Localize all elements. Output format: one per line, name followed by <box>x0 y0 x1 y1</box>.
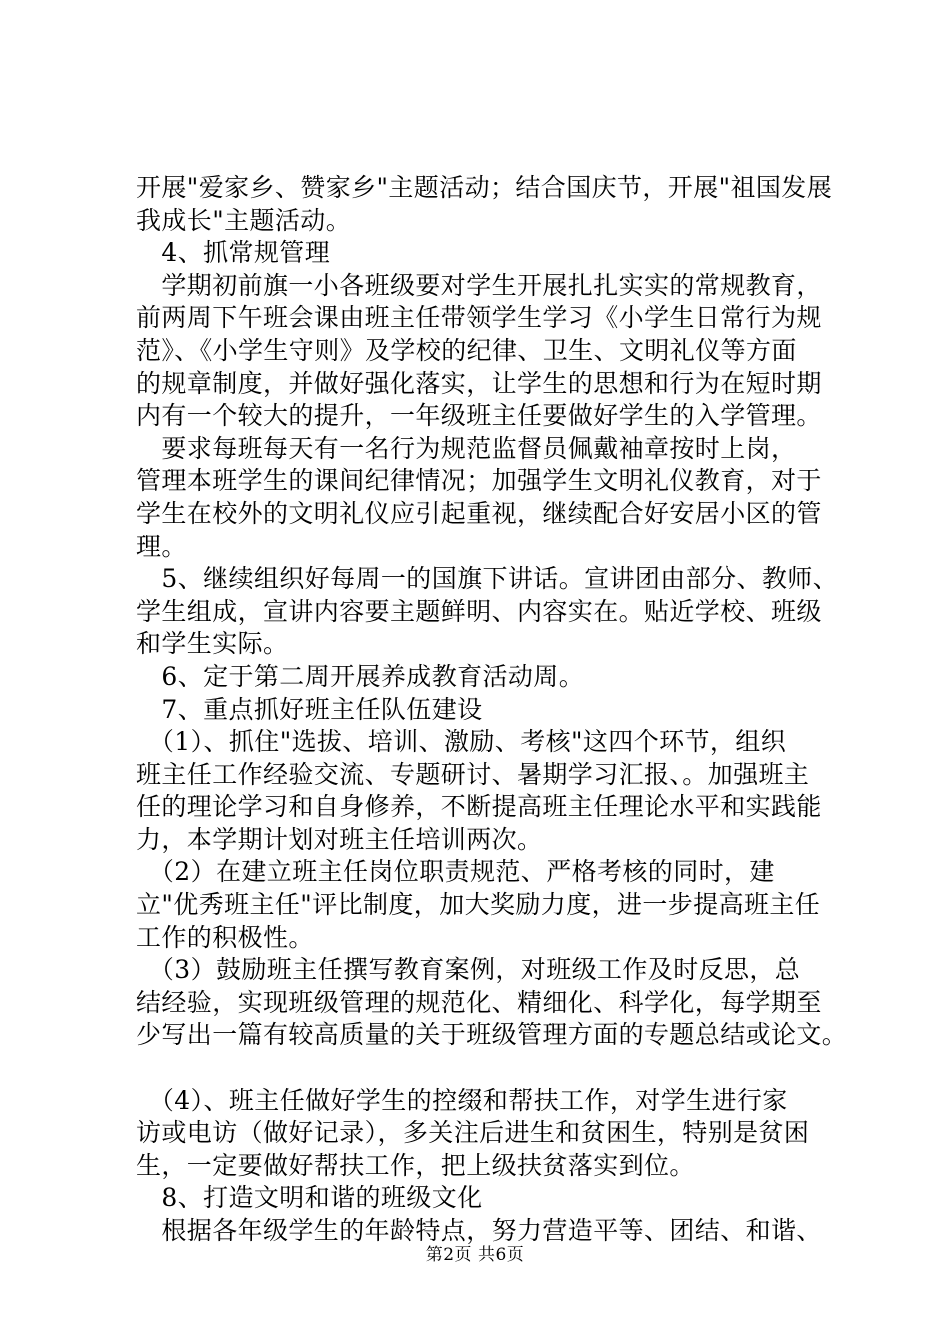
text-line: 工作的积极性。 <box>136 922 314 952</box>
text-line: （2）在建立班主任岗位职责规范、严格考核的同时，建 <box>136 857 775 887</box>
section-heading: 8、打造文明和谐的班级文化 <box>136 1183 483 1213</box>
text-line: 和学生实际。 <box>136 629 289 659</box>
text-line: 访或电访（做好记录），多关注后进生和贫困生，特别是贫困 <box>136 1118 810 1148</box>
text-line: 学生组成，宣讲内容要主题鲜明、内容实在。贴近学校、班级 <box>136 596 822 626</box>
text-line: 学生在校外的文明礼仪应引起重视，继续配合好安居小区的管 <box>136 498 822 528</box>
text-line: 开展"爱家乡、赞家乡"主题活动；结合国庆节，开展"祖国发展 <box>136 173 833 202</box>
text-line: （3）鼓励班主任撰写教育案例，对班级工作及时反思，总 <box>136 955 801 985</box>
section-heading: 7、重点抓好班主任队伍建设 <box>136 694 483 724</box>
section-heading: 4、抓常规管理 <box>136 238 331 268</box>
text-line: 前两周下午班会课由班主任带领学生学习《小学生日常行为规 <box>136 303 822 333</box>
blank-line <box>136 1052 856 1085</box>
text-line: 范》、《小学生守则》及学校的纪律、卫生、文明礼仪等方面 <box>136 335 797 365</box>
text-line: 学期初前旗一小各班级要对学生开展扎扎实实的常规教育， <box>136 270 822 300</box>
text-line: 班主任工作经验交流、专题研讨、暑期学习汇报、。加强班主 <box>136 759 810 789</box>
text-line: 要求每班每天有一名行为规范监督员佩戴袖章按时上岗， <box>136 433 797 463</box>
text-line: 力，本学期计划对班主任培训两次。 <box>136 824 543 854</box>
section-heading: 6、定于第二周开展养成教育活动周。 <box>136 661 585 691</box>
text-line: 管理本班学生的课间纪律情况；加强学生文明礼仪教育，对于 <box>136 466 822 496</box>
text-line: （4）、班主任做好学生的控缀和帮扶工作，对学生进行家 <box>136 1085 788 1115</box>
text-line: 5、继续组织好每周一的国旗下讲话。宣讲团由部分、教师、 <box>136 564 839 594</box>
text-line: 的规章制度，并做好强化落实，让学生的思想和行为在短时期 <box>136 368 822 398</box>
text-line: 理。 <box>136 531 187 561</box>
text-line: 少写出一篇有较高质量的关于班级管理方面的专题总结或论文。 <box>136 1020 848 1050</box>
body-text <box>136 172 856 1248</box>
text-line: 生，一定要做好帮扶工作，把上级扶贫落实到位。 <box>136 1150 695 1180</box>
text-line: 立"优秀班主任"评比制度，加大奖励力度，进一步提高班主任 <box>136 890 821 920</box>
text-line: 结经验，实现班级管理的规范化、精细化、科学化，每学期至 <box>136 987 822 1017</box>
text-line: 内有一个较大的提升，一年级班主任要做好学生的入学管理。 <box>136 401 822 431</box>
text-line: 我成长"主题活动。 <box>136 205 352 235</box>
text-line: 根据各年级学生的年龄特点，努力营造平等、团结、和谐、 <box>136 1216 822 1245</box>
page-number-footer: 第2页 共6页 <box>425 1245 525 1265</box>
text-line: （1）、抓住"选拔、培训、激励、考核"这四个环节，组织 <box>136 727 787 757</box>
text-line: 任的理论学习和自身修养，不断提高班主任理论水平和实践能 <box>136 792 822 822</box>
